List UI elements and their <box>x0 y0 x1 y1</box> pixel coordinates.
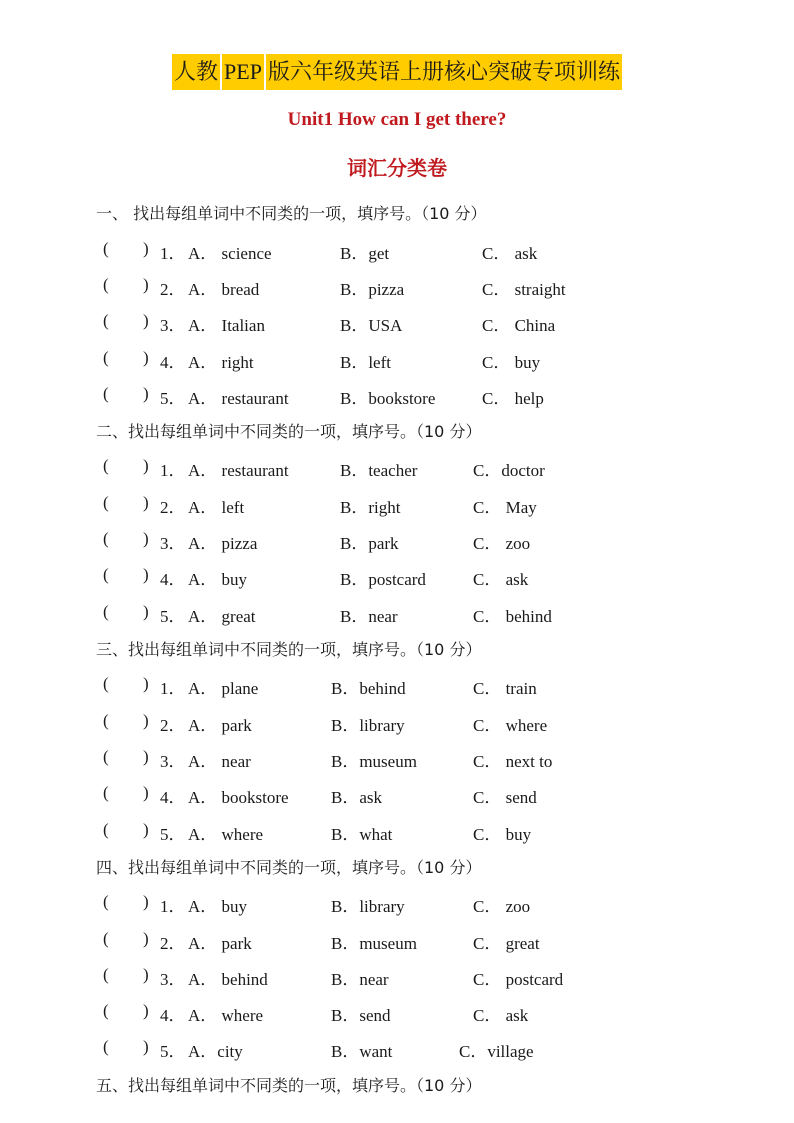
answer-blank-close: ) <box>143 493 149 512</box>
option-a: A． bookstore <box>188 788 289 807</box>
question-number: 1． <box>160 461 186 480</box>
option-b: B．what <box>331 825 393 844</box>
question-row <box>0 384 794 408</box>
answer-blank-close: ) <box>143 1001 149 1020</box>
option-a: A． near <box>188 752 251 771</box>
question-number: 3． <box>160 316 186 335</box>
question-number: 3． <box>160 752 186 771</box>
option-a: A． science <box>188 244 272 263</box>
answer-blank-close: ) <box>143 711 149 730</box>
answer-blank-open: ( <box>103 311 109 330</box>
option-c: C． ask <box>473 1006 529 1025</box>
answer-blank-close: ) <box>143 311 149 330</box>
option-a: A． park <box>188 934 252 953</box>
question-row <box>0 529 794 553</box>
option-a: A． plane <box>188 679 259 698</box>
option-b: B．museum <box>331 934 417 953</box>
option-b: B．ask <box>331 788 382 807</box>
question-number: 3． <box>160 534 186 553</box>
option-b: B．library <box>331 897 405 916</box>
question-number: 4． <box>160 353 186 372</box>
answer-blank-close: ) <box>143 456 149 475</box>
banner-title <box>0 54 794 90</box>
banner-segment: 版六年级英语上册核心突破专项训练 <box>266 54 622 90</box>
option-b: B．behind <box>331 679 406 698</box>
option-a: A．city <box>188 1042 243 1061</box>
paper-subtitle: 词汇分类卷 <box>347 156 447 180</box>
answer-blank-close: ) <box>143 747 149 766</box>
option-c: C． next to <box>473 752 553 771</box>
answer-blank-open: ( <box>103 1001 109 1020</box>
answer-blank-close: ) <box>143 892 149 911</box>
section-heading: 五、找出每组单词中不同类的一项，填序号。（10 分） <box>96 1076 482 1095</box>
answer-blank-close: ) <box>143 674 149 693</box>
question-number: 5． <box>160 389 186 408</box>
question-row <box>0 239 794 263</box>
answer-blank-open: ( <box>103 565 109 584</box>
question-row <box>0 929 794 953</box>
question-row <box>0 711 794 735</box>
section-heading: 一、 找出每组单词中不同类的一项，填序号。（10 分） <box>96 204 487 223</box>
answer-blank-open: ( <box>103 747 109 766</box>
option-b: B．park <box>340 534 399 553</box>
question-row <box>0 275 794 299</box>
option-a: A． buy <box>188 897 248 916</box>
option-c: C．village <box>459 1042 534 1061</box>
question-row <box>0 602 794 626</box>
option-b: B．postcard <box>340 570 426 589</box>
answer-blank-close: ) <box>143 239 149 258</box>
section-heading: 三、找出每组单词中不同类的一项，填序号。（10 分） <box>96 640 482 659</box>
question-row <box>0 1037 794 1061</box>
answer-blank-open: ( <box>103 1037 109 1056</box>
banner-segment: 人教 <box>172 54 220 90</box>
question-number: 2． <box>160 280 186 299</box>
option-b: B．pizza <box>340 280 405 299</box>
answer-blank-close: ) <box>143 602 149 621</box>
option-c: C． great <box>473 934 540 953</box>
answer-blank-open: ( <box>103 384 109 403</box>
question-number: 4． <box>160 1006 186 1025</box>
question-number: 5． <box>160 825 186 844</box>
option-b: B．get <box>340 244 390 263</box>
question-number: 2． <box>160 934 186 953</box>
answer-blank-close: ) <box>143 820 149 839</box>
option-b: B．teacher <box>340 461 418 480</box>
option-c: C． train <box>473 679 537 698</box>
section-heading: 二、找出每组单词中不同类的一项，填序号。（10 分） <box>96 422 482 441</box>
option-a: A． park <box>188 716 252 735</box>
answer-blank-open: ( <box>103 783 109 802</box>
option-a: A． left <box>188 498 245 517</box>
answer-blank-open: ( <box>103 493 109 512</box>
option-c: C． China <box>482 316 556 335</box>
question-number: 1． <box>160 244 186 263</box>
option-c: C． May <box>473 498 537 517</box>
banner-segment: PEP <box>222 54 264 90</box>
question-number: 5． <box>160 607 186 626</box>
answer-blank-open: ( <box>103 529 109 548</box>
answer-blank-close: ) <box>143 565 149 584</box>
option-c: C． ask <box>473 570 529 589</box>
answer-blank-close: ) <box>143 275 149 294</box>
answer-blank-close: ) <box>143 384 149 403</box>
question-row <box>0 674 794 698</box>
question-row <box>0 892 794 916</box>
option-a: A． right <box>188 353 254 372</box>
question-number: 5． <box>160 1042 186 1061</box>
answer-blank-open: ( <box>103 602 109 621</box>
option-c: C． ask <box>482 244 538 263</box>
option-a: A． great <box>188 607 256 626</box>
answer-blank-open: ( <box>103 711 109 730</box>
question-number: 1． <box>160 679 186 698</box>
answer-blank-open: ( <box>103 456 109 475</box>
answer-blank-close: ) <box>143 783 149 802</box>
option-a: A． restaurant <box>188 461 289 480</box>
question-number: 4． <box>160 788 186 807</box>
question-row <box>0 1001 794 1025</box>
option-b: B．right <box>340 498 401 517</box>
option-c: C． zoo <box>473 897 531 916</box>
option-c: C． straight <box>482 280 566 299</box>
answer-blank-open: ( <box>103 348 109 367</box>
answer-blank-close: ) <box>143 965 149 984</box>
question-number: 2． <box>160 498 186 517</box>
option-b: B．museum <box>331 752 417 771</box>
option-a: A． restaurant <box>188 389 289 408</box>
question-number: 1． <box>160 897 186 916</box>
answer-blank-open: ( <box>103 929 109 948</box>
option-a: A． where <box>188 825 264 844</box>
question-row <box>0 783 794 807</box>
question-row <box>0 747 794 771</box>
question-row <box>0 820 794 844</box>
option-c: C． buy <box>473 825 532 844</box>
option-b: B．near <box>340 607 398 626</box>
option-c: C． zoo <box>473 534 531 553</box>
option-c: C． buy <box>482 353 541 372</box>
unit-title: Unit1 How can I get there? <box>287 109 507 130</box>
answer-blank-open: ( <box>103 674 109 693</box>
option-b: B．near <box>331 970 389 989</box>
question-row <box>0 311 794 335</box>
answer-blank-close: ) <box>143 348 149 367</box>
question-row <box>0 348 794 372</box>
question-number: 4． <box>160 570 186 589</box>
option-b: B．bookstore <box>340 389 436 408</box>
option-a: A． behind <box>188 970 268 989</box>
section-heading: 四、找出每组单词中不同类的一项，填序号。（10 分） <box>96 858 482 877</box>
answer-blank-open: ( <box>103 275 109 294</box>
option-c: C． behind <box>473 607 552 626</box>
answer-blank-close: ) <box>143 929 149 948</box>
answer-blank-open: ( <box>103 820 109 839</box>
question-number: 2． <box>160 716 186 735</box>
answer-blank-open: ( <box>103 239 109 258</box>
answer-blank-close: ) <box>143 1037 149 1056</box>
option-a: A． where <box>188 1006 264 1025</box>
option-c: C．doctor <box>473 461 545 480</box>
option-c: C． help <box>482 389 544 408</box>
option-b: B．send <box>331 1006 391 1025</box>
option-a: A． bread <box>188 280 260 299</box>
option-a: A． buy <box>188 570 248 589</box>
option-b: B．left <box>340 353 391 372</box>
option-a: A． pizza <box>188 534 258 553</box>
question-row <box>0 965 794 989</box>
option-b: B．USA <box>340 316 403 335</box>
option-a: A． Italian <box>188 316 265 335</box>
question-number: 3． <box>160 970 186 989</box>
option-b: B．library <box>331 716 405 735</box>
option-c: C． send <box>473 788 537 807</box>
question-row <box>0 456 794 480</box>
answer-blank-open: ( <box>103 965 109 984</box>
answer-blank-close: ) <box>143 529 149 548</box>
question-row <box>0 565 794 589</box>
answer-blank-open: ( <box>103 892 109 911</box>
option-b: B．want <box>331 1042 393 1061</box>
option-c: C． where <box>473 716 548 735</box>
option-c: C． postcard <box>473 970 564 989</box>
question-row <box>0 493 794 517</box>
